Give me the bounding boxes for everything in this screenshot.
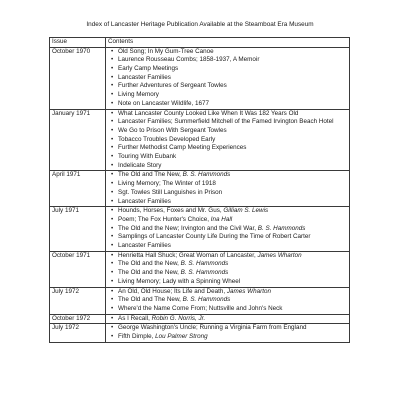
- article-title: Note on Lancaster Wildlife, 1677: [118, 99, 210, 107]
- contents-list: [108, 207, 347, 251]
- article-title: Tobacco Troubles Developed Early: [118, 135, 216, 143]
- article-title: Lancaster Families; Summerfield Mitchell of the Famed Irvington Beach Hotel: [118, 118, 334, 126]
- table-row: [50, 251, 350, 287]
- article-title: The Old and the New; Irvington and the Civil War,: [118, 224, 257, 232]
- article-title: As I Recall,: [118, 314, 150, 322]
- list-item: [108, 100, 347, 109]
- article-title: George Washington's Uncle; Running a Virginia Farm from England: [118, 324, 307, 332]
- article-title: Poem; The Fox Hunter's Choice,: [118, 215, 210, 223]
- list-item: [108, 260, 347, 269]
- contents-list: [108, 171, 347, 206]
- list-item: [108, 324, 347, 333]
- list-item: [108, 91, 347, 100]
- list-item: [108, 333, 347, 342]
- article-author: James Wharton: [257, 251, 302, 259]
- contents-list: [108, 252, 347, 287]
- list-item: [108, 171, 347, 180]
- article-author: B. S. Hammonds: [180, 269, 229, 277]
- list-item: [108, 153, 347, 162]
- list-item: [108, 207, 347, 216]
- list-item: [108, 118, 347, 127]
- contents-cell: [106, 324, 350, 342]
- list-item: [108, 278, 347, 287]
- list-item: [108, 136, 347, 145]
- list-item: [108, 315, 347, 324]
- table-row: [50, 314, 350, 324]
- list-item: [108, 56, 347, 65]
- issue-date-cell: July 1972: [50, 287, 106, 314]
- list-item: [108, 242, 347, 251]
- article-title: What Lancaster County Looked Like When It Was 182 Years Old: [118, 109, 299, 117]
- contents-list: [108, 315, 347, 324]
- list-item: [108, 252, 347, 261]
- contents-cell: [106, 287, 350, 314]
- article-author: B. S. Hammonds: [180, 260, 229, 268]
- list-item: [108, 65, 347, 74]
- article-title: The Old and the New,: [118, 269, 179, 277]
- issue-date-cell: October 1972: [50, 314, 106, 324]
- list-item: [108, 189, 347, 198]
- article-author: B. S. Hammonds: [257, 224, 306, 232]
- article-title: The Old and the New,: [118, 260, 179, 268]
- article-title: Touring With Eubank: [118, 153, 177, 161]
- article-title: Living Memory; The Winter of 1918: [118, 180, 216, 188]
- list-item: [108, 74, 347, 83]
- article-author: Ina Hall: [210, 215, 233, 223]
- article-title: Living Memory: [118, 91, 159, 99]
- contents-cell: [106, 109, 350, 171]
- contents-cell: [106, 171, 350, 207]
- article-title: The Old and The New,: [118, 296, 181, 304]
- article-title: An Old, Old House; Its Life and Death,: [118, 287, 226, 295]
- table-row: [50, 287, 350, 314]
- page-title: Index of Lancaster Heritage Publication Available at the Steamboat Era Museum: [86, 21, 314, 28]
- issue-column-header: Issue: [50, 38, 106, 48]
- list-item: [108, 216, 347, 225]
- table-row: [50, 109, 350, 171]
- list-item: [108, 288, 347, 297]
- list-item: [108, 198, 347, 207]
- table-row: [50, 324, 350, 342]
- article-title: Living Memory; Lady with a Spinning Wheel: [118, 277, 241, 285]
- article-author: B. S. Hammonds: [182, 296, 231, 304]
- article-title: Samplings of Lancaster County Life During the Time of Robert Carter: [118, 233, 311, 241]
- article-title: Lancaster Families: [118, 73, 171, 81]
- list-item: [108, 305, 347, 314]
- list-item: [108, 180, 347, 189]
- article-title: Further Methodist Camp Meeting Experiences: [118, 144, 247, 152]
- article-author: Lou Palmer Strong: [155, 333, 208, 341]
- table-header-row: [50, 38, 350, 48]
- list-item: [108, 110, 347, 119]
- contents-list: [108, 324, 347, 341]
- issue-date-cell: January 1971: [50, 109, 106, 171]
- list-item: [108, 162, 347, 171]
- contents-cell: [106, 47, 350, 109]
- contents-cell: [106, 207, 350, 252]
- article-title: Laurence Rousseau Combs; 1858-1937, A Memoir: [118, 56, 260, 64]
- article-title: The Old and The New,: [118, 171, 181, 179]
- contents-cell: [106, 314, 350, 324]
- table-row: [50, 171, 350, 207]
- article-author: James Wharton: [226, 287, 271, 295]
- contents-cell: [106, 251, 350, 287]
- table-body: [50, 47, 350, 342]
- article-title: Fifth Dimple,: [118, 333, 154, 341]
- list-item: [108, 296, 347, 305]
- article-title: Henrietta Hall Shuck; Great Woman of Lancaster,: [118, 251, 256, 259]
- list-item: [108, 269, 347, 278]
- issue-date-cell: October 1970: [50, 47, 106, 109]
- list-item: [108, 144, 347, 153]
- article-author: B. S. Hammonds: [182, 171, 231, 179]
- article-title: Early Camp Meetings: [118, 65, 179, 72]
- contents-list: [108, 48, 347, 109]
- list-item: [108, 48, 347, 57]
- table-row: [50, 207, 350, 252]
- contents-list: [108, 110, 347, 171]
- article-title: Indelicate Story: [118, 161, 162, 169]
- list-item: [108, 82, 347, 91]
- issue-date-cell: July 1972: [50, 324, 106, 342]
- article-title: We Go to Prison With Sergeant Towles: [118, 126, 227, 134]
- publication-index-table: [49, 37, 350, 343]
- article-author: Robin G. Norris, Jr.: [151, 314, 206, 322]
- table-row: [50, 47, 350, 109]
- contents-column-header: Contents: [106, 38, 350, 48]
- list-item: [108, 233, 347, 242]
- list-item: [108, 225, 347, 234]
- issue-date-cell: April 1971: [50, 171, 106, 207]
- article-author: Gilliam S. Lewis: [223, 207, 269, 215]
- issue-date-cell: October 1971: [50, 251, 106, 287]
- article-title: Lancaster Families: [118, 197, 171, 205]
- issue-date-cell: July 1971: [50, 207, 106, 252]
- article-title: Sgt. Towles Still Languishes in Prison: [118, 188, 223, 196]
- article-title: Where'd the Name Come From; Nuttsville and John's Neck: [118, 304, 283, 312]
- article-title: Hounds, Horses, Foxes and Mr. Gus,: [118, 207, 222, 215]
- contents-list: [108, 288, 347, 314]
- article-title: Lancaster Families: [118, 242, 171, 250]
- article-title: Old Song; In My Gum-Tree Canoe: [118, 47, 214, 55]
- list-item: [108, 127, 347, 136]
- article-title: Further Adventures of Sergeant Towles: [118, 82, 227, 90]
